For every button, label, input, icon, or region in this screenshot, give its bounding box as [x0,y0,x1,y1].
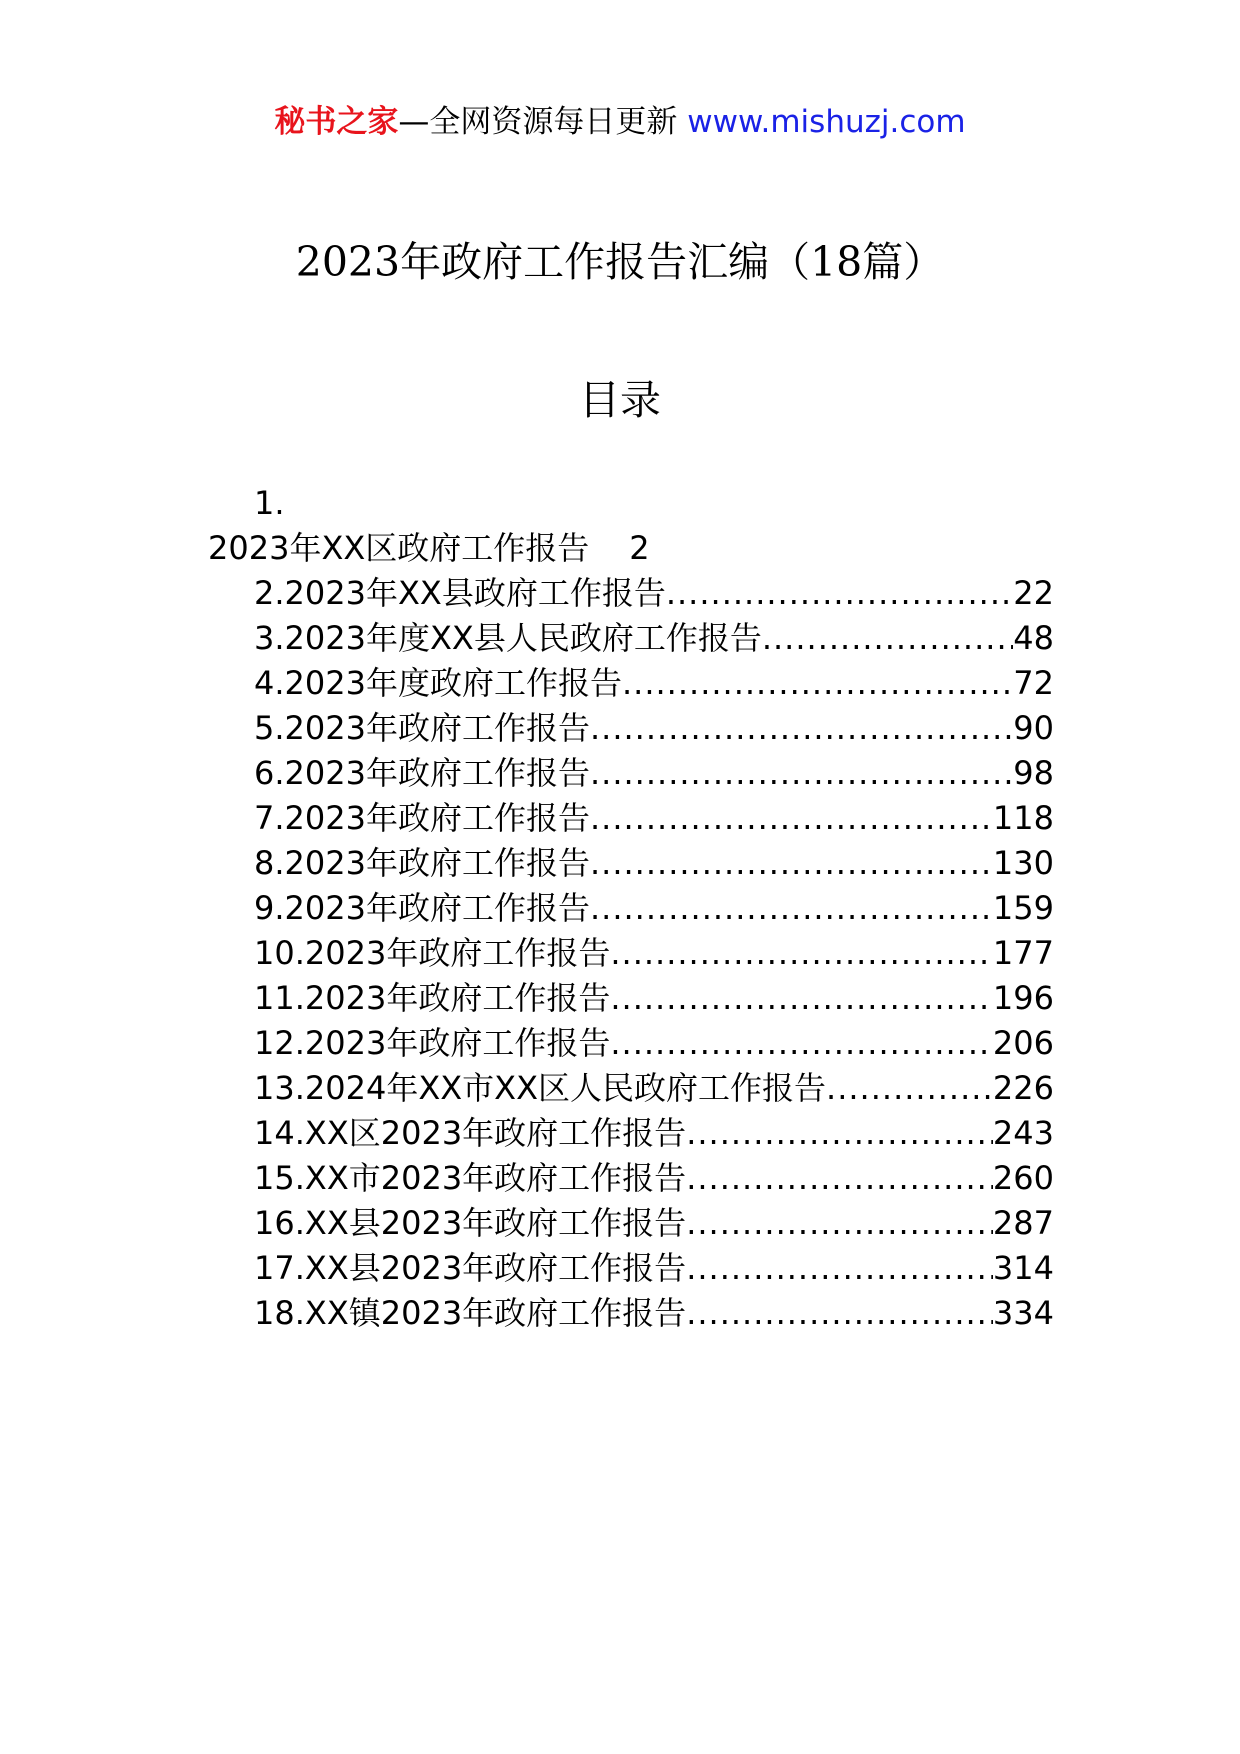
toc-leader-dots [590,751,1013,796]
toc-entry-page: 159 [992,889,1054,927]
page-header [0,100,1240,144]
toc-entry-label: 12.2023年政府工作报告 [254,1024,611,1062]
toc-entry-7[interactable] [208,796,1054,841]
toc-leader-dots [590,886,993,931]
toc-list [208,571,1054,1336]
toc-leader-dots [686,1111,993,1156]
toc-entry-15[interactable] [208,1156,1054,1201]
toc-leader-dots [590,706,1013,751]
toc-entry-label: 2.2023年XX县政府工作报告 [254,574,666,612]
toc-heading: 目录 [579,376,661,424]
toc-leader-dots [590,841,993,886]
brand-name: 秘书之家 [274,104,399,140]
toc-entry-18[interactable] [208,1291,1054,1336]
toc-entry-page: 22 [1013,574,1054,612]
toc-entry-label: 16.XX县2023年政府工作报告 [254,1204,687,1242]
toc-entry-label: 7.2023年政府工作报告 [254,799,590,837]
toc-leader-dots [686,1246,993,1291]
toc-entry-page: 206 [992,1024,1054,1062]
toc-entry-13[interactable] [208,1066,1054,1111]
toc-entry-17[interactable] [208,1246,1054,1291]
toc-leader-dots [762,616,1013,661]
toc-entry-11[interactable] [208,976,1054,1021]
toc-entry-page: 196 [992,979,1054,1017]
toc-entry-page: 2 [629,529,650,567]
toc-leader-dots [622,661,1013,706]
toc-entry-page: 314 [992,1249,1054,1287]
toc-entry-label: 2023年XX区政府工作报告 [208,529,590,567]
toc-entry-label: 18.XX镇2023年政府工作报告 [254,1294,687,1332]
toc-leader-dots [826,1066,993,1111]
toc-entry-2[interactable] [208,571,1054,616]
toc-entry-label: 13.2024年XX市XX区人民政府工作报告 [254,1069,827,1107]
document-title: 2023年政府工作报告汇编（18篇） [295,238,945,286]
header-slogan: —全网资源每日更新 [398,104,678,140]
site-url-link[interactable]: www.mishuzj.com [687,104,966,140]
toc-entry-page: 90 [1013,709,1054,747]
toc-entry-label: 11.2023年政府工作报告 [254,979,611,1017]
toc-entry-page: 118 [992,799,1054,837]
toc-entry-page: 98 [1013,754,1054,792]
toc-entry-number: 1. [254,484,285,522]
toc-entry-label: 5.2023年政府工作报告 [254,709,590,747]
table-of-contents [208,481,1054,1336]
toc-leader-dots [686,1201,993,1246]
toc-entry-page: 48 [1013,619,1054,657]
toc-leader-dots [686,1156,993,1201]
toc-entry-page: 334 [992,1294,1054,1332]
toc-entry-page: 260 [992,1159,1054,1197]
toc-entry-label: 14.XX区2023年政府工作报告 [254,1114,687,1152]
toc-entry-3[interactable] [208,616,1054,661]
toc-entry-label: 17.XX县2023年政府工作报告 [254,1249,687,1287]
toc-entry-14[interactable] [208,1111,1054,1156]
toc-entry-page: 226 [992,1069,1054,1107]
toc-entry-label: 8.2023年政府工作报告 [254,844,590,882]
toc-entry-4[interactable] [208,661,1054,706]
toc-entry-label: 6.2023年政府工作报告 [254,754,590,792]
toc-entry-16[interactable] [208,1201,1054,1246]
toc-entry-label: 9.2023年政府工作报告 [254,889,590,927]
toc-entry-1[interactable] [208,481,1054,571]
toc-entry-label: 4.2023年度政府工作报告 [254,664,622,702]
toc-entry-6[interactable] [208,751,1054,796]
toc-entry-label: 15.XX市2023年政府工作报告 [254,1159,687,1197]
toc-entry-page: 177 [992,934,1054,972]
toc-entry-label: 3.2023年度XX县人民政府工作报告 [254,619,762,657]
toc-entry-8[interactable] [208,841,1054,886]
toc-entry-label: 10.2023年政府工作报告 [254,934,611,972]
toc-leader-dots [610,931,993,976]
toc-entry-5[interactable] [208,706,1054,751]
toc-entry-page: 72 [1013,664,1054,702]
toc-entry-10[interactable] [208,931,1054,976]
toc-leader-dots [666,571,1013,616]
toc-entry-page: 243 [992,1114,1054,1152]
toc-leader-dots [610,976,993,1021]
toc-entry-page: 287 [992,1204,1054,1242]
toc-entry-page: 130 [992,844,1054,882]
toc-leader-dots [590,796,993,841]
toc-entry-12[interactable] [208,1021,1054,1066]
toc-entry-9[interactable] [208,886,1054,931]
toc-leader-dots [686,1291,993,1336]
toc-leader-dots [610,1021,993,1066]
